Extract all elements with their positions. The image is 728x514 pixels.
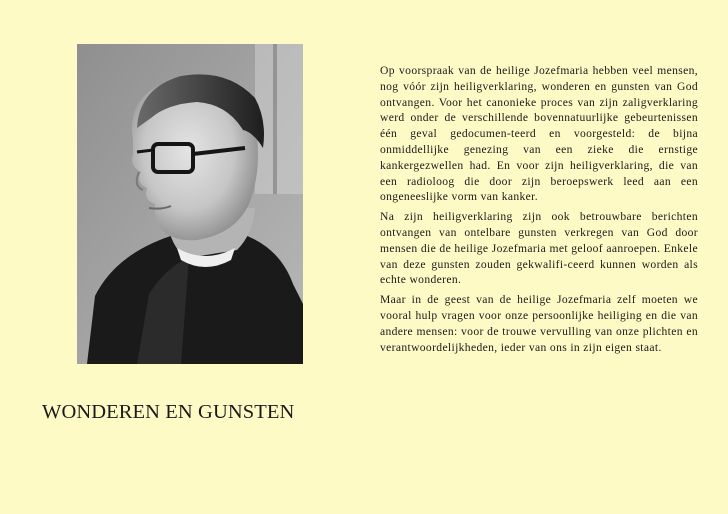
paragraph: Op voorspraak van de heilige Jozefmaria hebben veel mensen, nog vóór zijn heiligverklaring, wonderen en gunsten van God ontvangen. Voor het canonieke proces van zijn zaligverklaring werd onder de verschillende bovennatuurlijke gebeurtenissen één geval gedocumen-teerd en voorgesteld: de bijna onmiddellijke genezing van een zieke die ernstige kankergezwellen had. En voor zijn heiligverklaring, die van een radioloog die door zijn beroepswerk leed aan een ongeneeslijke vorm van kanker.	[380, 64, 698, 204]
page-title: WONDEREN EN GUNSTEN	[42, 401, 295, 423]
paragraph: Maar in de geest van de heilige Jozefmaria zelf moeten we vooral hulp vragen voor onze persoonlijke heiliging en die van andere mensen: voor de trouwe vervulling van onze plichten en verantwoordelijkheden, ieder van ons in zijn eigen staat.	[380, 293, 698, 354]
portrait-photo	[77, 44, 303, 364]
body-text	[380, 63, 698, 359]
paragraph: Na zijn heiligverklaring zijn ook betrouwbare berichten ontvangen van ontelbare gunsten verkregen van God door mensen die de heilige Jozefmaria met geloof aanroepen. Enkele van deze gunsten zouden gekwalifi-ceerd kunnen worden als echte wonderen.	[380, 210, 698, 287]
